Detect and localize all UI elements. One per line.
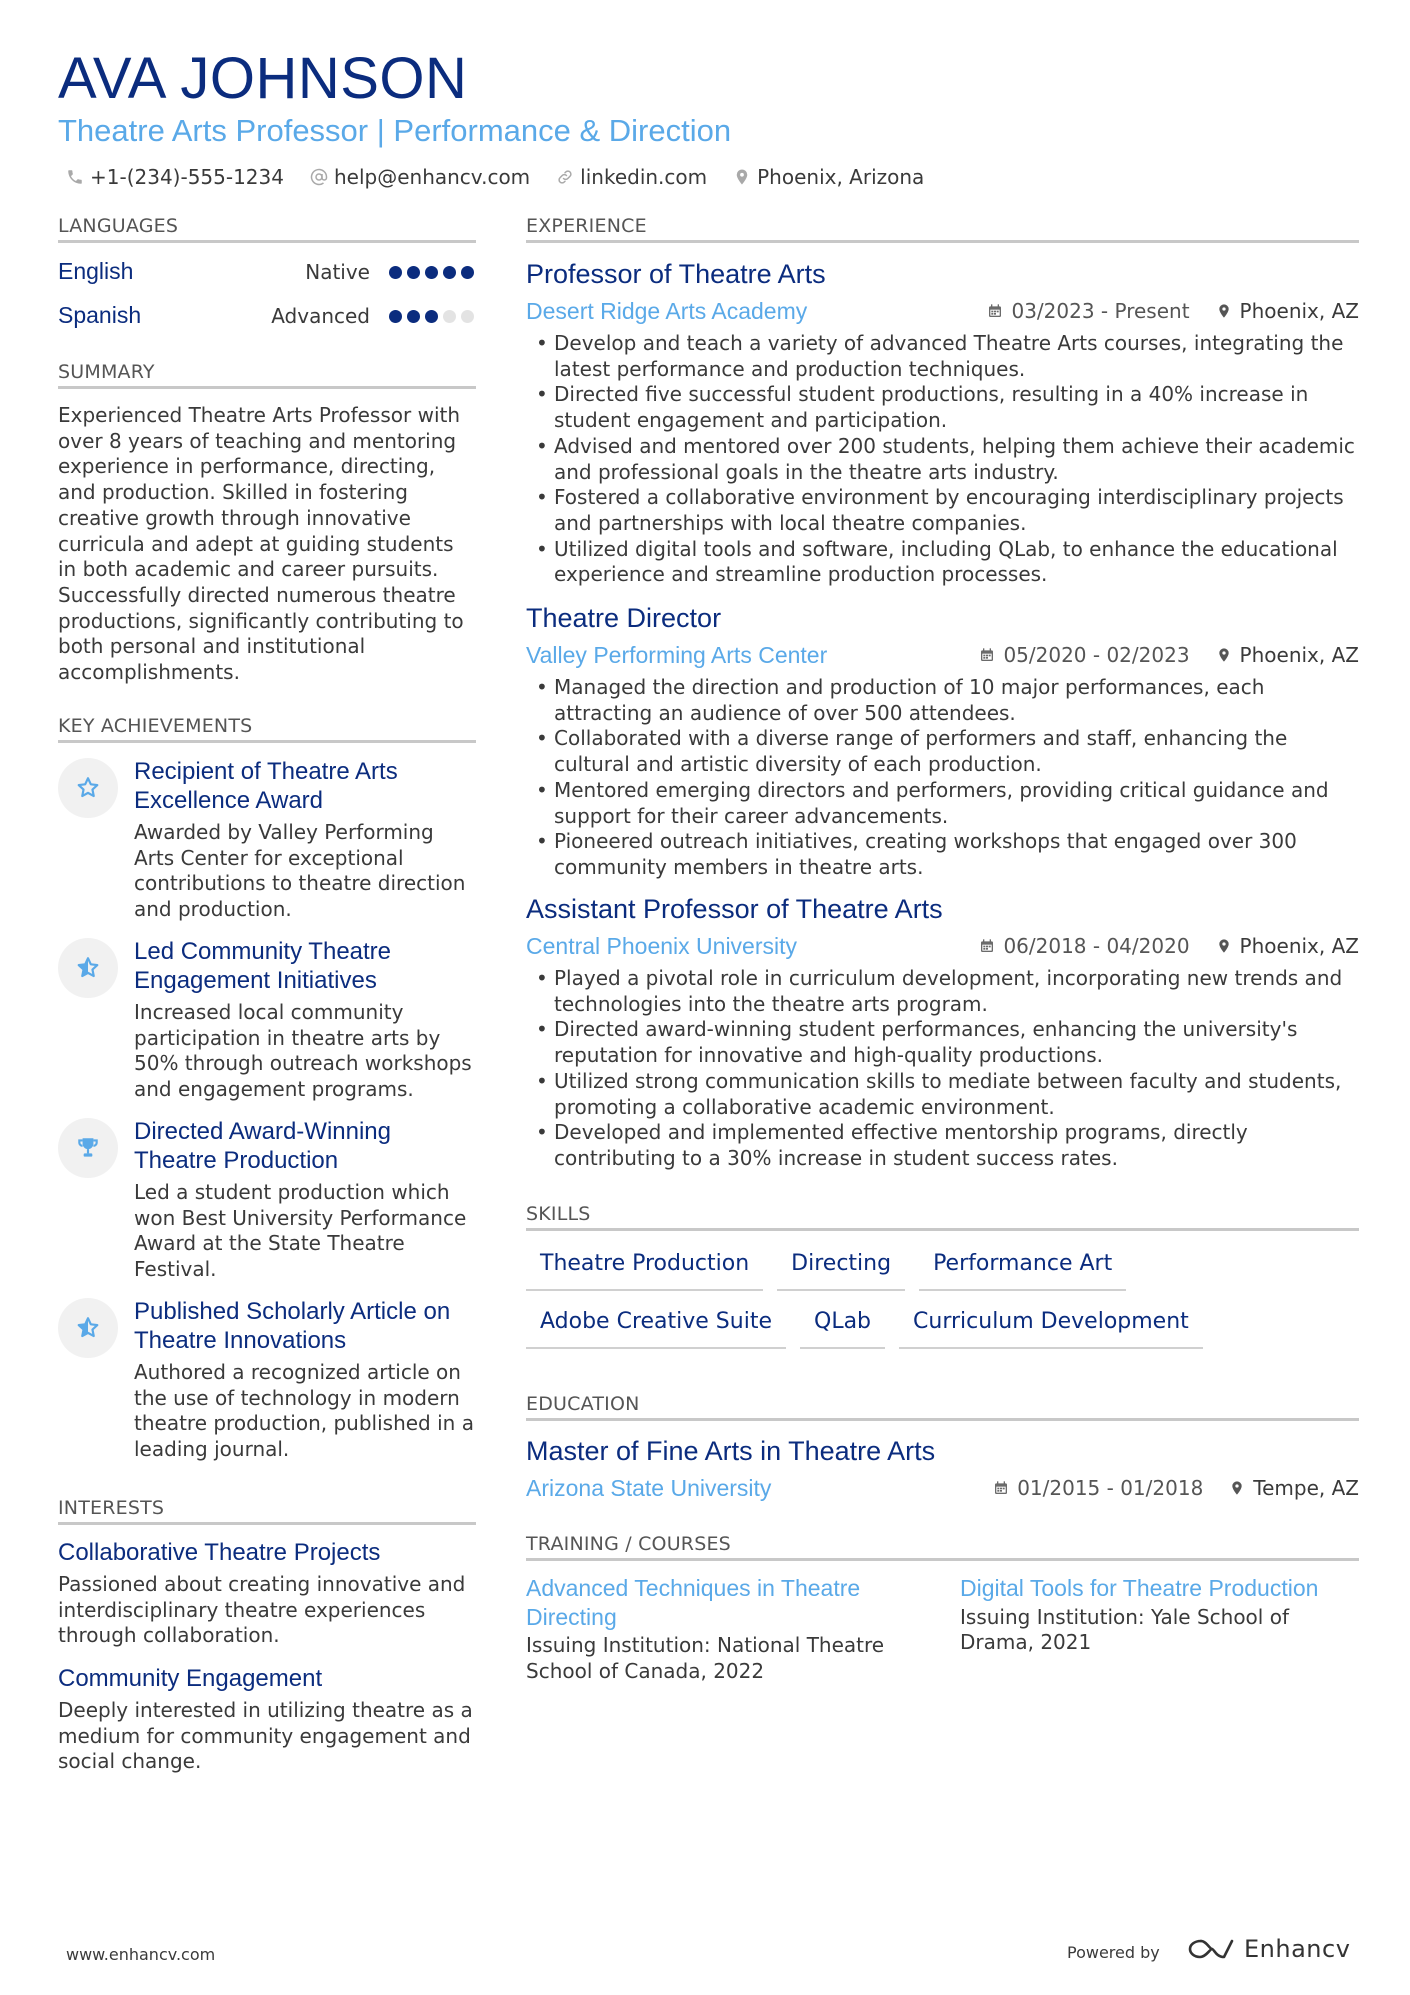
skills-row (526, 1249, 1126, 1291)
proficiency-dot (443, 310, 456, 323)
skill-tag: Theatre Production (526, 1249, 763, 1291)
powered-by-label: Powered by (1067, 1943, 1160, 1962)
job-location-text: Phoenix, AZ (1239, 643, 1359, 667)
proficiency-dot (407, 266, 420, 279)
achievement-title: Led Community Theatre Engagement Initiatives (134, 938, 392, 994)
map-pin-icon (1216, 303, 1232, 319)
language-name: English (58, 258, 134, 284)
course-title: Advanced Techniques in Theatre Directing (526, 1575, 861, 1630)
summary-text: Experienced Theatre Arts Professor with over 8 years of teaching and mentoring experience in performance, directing, and production. Skilled in fostering creative growth through innovative curricula and adept at guiding students in both academic and career pursuits. Successfully directed numerous theatre productions, significantly contributing to both personal and institutional accomplishments. (58, 403, 464, 685)
brand-logo[interactable] (1188, 1935, 1350, 1963)
proficiency-dot (389, 310, 402, 323)
interest-title: Collaborative Theatre Projects (58, 1539, 381, 1566)
course-title: Digital Tools for Theatre Production (960, 1575, 1319, 1601)
job-dates (979, 643, 1189, 667)
achievement-description: Increased local community participation in theatre arts by 50% through outreach workshops and engagement programs. (134, 1000, 472, 1102)
contact-bar (66, 163, 924, 191)
contact-location (733, 165, 924, 189)
course-description: Issuing Institution: National Theatre School of Canada, 2022 (526, 1633, 885, 1683)
school-name: Arizona State University (526, 1475, 772, 1501)
proficiency-dot (461, 266, 474, 279)
job-title: Assistant Professor of Theatre Arts (526, 894, 943, 924)
calendar-icon (979, 938, 995, 954)
achievements-divider (58, 740, 476, 743)
education-dates-text: 01/2015 - 01/2018 (1017, 1476, 1204, 1500)
job-bullet: • Directed award-winning student performances, enhancing the university's reputation for innovative and high-quality productions. (526, 1017, 1359, 1068)
contact-phone[interactable] (66, 165, 284, 189)
achievement-title: Directed Award-Winning Theatre Production (134, 1118, 392, 1174)
proficiency-dot (443, 266, 456, 279)
education-location (1229, 1476, 1359, 1500)
proficiency-dots (389, 310, 474, 323)
skill-tag: Adobe Creative Suite (526, 1307, 786, 1349)
job-company: Valley Performing Arts Center (526, 642, 828, 668)
job-meta (979, 932, 1359, 960)
star-half-icon (58, 938, 118, 998)
location-text: Phoenix, Arizona (757, 165, 925, 189)
course-item (526, 1574, 926, 1684)
experience-heading: EXPERIENCE (526, 215, 647, 237)
course-description: Issuing Institution: Yale School of Drama, 2021 (960, 1604, 1289, 1655)
interest-description: Deeply interested in utilizing theatre as a medium for community engagement and social change. (58, 1698, 473, 1774)
skill-tag: QLab (800, 1307, 885, 1349)
linkedin-text: linkedin.com (580, 165, 708, 189)
education-dates (993, 1476, 1203, 1500)
map-pin-icon (1229, 1480, 1245, 1496)
interest-title: Community Engagement (58, 1665, 323, 1692)
contact-linkedin[interactable] (556, 165, 707, 189)
job-bullet: • Fostered a collaborative environment by encouraging interdisciplinary projects and partnerships with local theatre companies. (526, 485, 1359, 536)
language-item (58, 258, 476, 288)
degree-title: Master of Fine Arts in Theatre Arts (526, 1436, 936, 1466)
skills-divider (526, 1228, 1359, 1231)
job-bullet: • Collaborated with a diverse range of performers and staff, enhancing the cultural and artistic diversity of each production. (526, 726, 1359, 777)
proficiency-dot (425, 266, 438, 279)
job-meta (979, 641, 1359, 669)
phone-text: +1-(234)-555-1234 (90, 165, 284, 189)
proficiency-dot (425, 310, 438, 323)
link-icon (556, 168, 574, 186)
job-bullet: • Mentored emerging directors and performers, providing critical guidance and support for their career advancements. (526, 778, 1359, 829)
job-title: Theatre Director (526, 603, 722, 633)
candidate-title: Theatre Arts Professor | Performance & Direction (58, 113, 732, 148)
achievement-description: Awarded by Valley Performing Arts Center for exceptional contributions to theatre direction and production. (134, 820, 466, 922)
job-bullet: • Utilized digital tools and software, including QLab, to enhance the educational experience and streamline production processes. (526, 537, 1359, 588)
skill-tag: Performance Art (919, 1249, 1126, 1291)
language-level: Native (305, 260, 370, 284)
language-item (58, 302, 476, 332)
job-dates (987, 299, 1189, 323)
skill-tag: Directing (777, 1249, 905, 1291)
job-location (1216, 299, 1359, 323)
job-bullet: • Developed and implemented effective mentorship programs, directly contributing to a 30% increase in student success rates. (526, 1120, 1359, 1171)
interests-divider (58, 1522, 476, 1525)
language-name: Spanish (58, 302, 142, 328)
education-divider (526, 1418, 1359, 1421)
job-location-text: Phoenix, AZ (1239, 934, 1359, 958)
calendar-icon (987, 303, 1003, 319)
job-bullets (526, 331, 1359, 588)
job-bullet: • Pioneered outreach initiatives, creating workshops that engaged over 300 community members in theatre arts. (526, 829, 1359, 880)
education-meta (993, 1474, 1359, 1502)
job-meta (987, 297, 1359, 325)
candidate-name: AVA JOHNSON (58, 46, 468, 111)
phone-icon (66, 168, 84, 186)
job-location-text: Phoenix, AZ (1239, 299, 1359, 323)
job-bullets (526, 966, 1359, 1172)
proficiency-dot (389, 266, 402, 279)
enhancv-logo-icon (1188, 1936, 1234, 1962)
skills-row (526, 1307, 1203, 1349)
summary-heading: SUMMARY (58, 361, 155, 383)
job-company: Central Phoenix University (526, 933, 798, 959)
education-heading: EDUCATION (526, 1393, 640, 1415)
at-sign-icon (310, 168, 328, 186)
job-dates-text: 06/2018 - 04/2020 (1003, 934, 1190, 958)
skills-heading: SKILLS (526, 1203, 591, 1225)
course-item (960, 1574, 1360, 1656)
training-heading: TRAINING / COURSES (526, 1533, 731, 1555)
footer-url[interactable]: www.enhancv.com (66, 1945, 216, 1964)
achievement-description: Led a student production which won Best University Performance Award at the State Theatre Festival. (134, 1180, 467, 1282)
map-pin-icon (1216, 938, 1232, 954)
job-bullets (526, 675, 1359, 881)
email-text: help@enhancv.com (333, 165, 531, 189)
calendar-icon (979, 647, 995, 663)
languages-heading: LANGUAGES (58, 215, 179, 237)
education-location-text: Tempe, AZ (1253, 1476, 1359, 1500)
map-pin-icon (1216, 647, 1232, 663)
star-outline-icon (58, 758, 118, 818)
job-location (1216, 643, 1359, 667)
proficiency-dot (407, 310, 420, 323)
map-pin-icon (733, 168, 751, 186)
job-bullet: • Develop and teach a variety of advanced Theatre Arts courses, integrating the latest performance and production techniques. (526, 331, 1359, 382)
interest-description: Passioned about creating innovative and interdisciplinary theatre experiences through collaboration. (58, 1572, 466, 1648)
job-bullet: • Directed five successful student productions, resulting in a 40% increase in student engagement and participation. (526, 382, 1359, 433)
contact-email[interactable] (310, 165, 530, 189)
skill-tag: Curriculum Development (899, 1307, 1203, 1349)
job-dates-text: 03/2023 - Present (1011, 299, 1190, 323)
job-bullet: • Utilized strong communication skills to mediate between faculty and students, promoting a collaborative academic environment. (526, 1069, 1359, 1120)
job-location (1216, 934, 1359, 958)
languages-divider (58, 240, 476, 243)
training-divider (526, 1558, 1359, 1561)
language-level: Advanced (271, 304, 370, 328)
job-company: Desert Ridge Arts Academy (526, 298, 808, 324)
job-bullet: • Managed the direction and production of 10 major performances, each attracting an audience of over 500 attendees. (526, 675, 1359, 726)
achievements-heading: KEY ACHIEVEMENTS (58, 715, 253, 737)
proficiency-dots (389, 266, 474, 279)
job-dates-text: 05/2020 - 02/2023 (1003, 643, 1190, 667)
calendar-icon (993, 1480, 1009, 1496)
trophy-icon (58, 1118, 118, 1178)
proficiency-dot (461, 310, 474, 323)
summary-divider (58, 386, 476, 389)
job-dates (979, 934, 1189, 958)
star-half-icon (58, 1298, 118, 1358)
achievement-title: Recipient of Theatre Arts Excellence Award (134, 758, 398, 814)
interests-heading: INTERESTS (58, 1497, 165, 1519)
job-bullet: • Advised and mentored over 200 students, helping them achieve their academic and professional goals in the theatre arts industry. (526, 434, 1359, 485)
achievement-title: Published Scholarly Article on Theatre Innovations (134, 1298, 451, 1354)
experience-divider (526, 240, 1359, 243)
brand-name: Enhancv (1244, 1935, 1351, 1963)
achievement-description: Authored a recognized article on the use of technology in modern theatre production, published in a leading journal. (134, 1360, 474, 1462)
job-title: Professor of Theatre Arts (526, 259, 826, 289)
job-bullet: • Played a pivotal role in curriculum development, incorporating new trends and technologies into the theatre arts program. (526, 966, 1359, 1017)
